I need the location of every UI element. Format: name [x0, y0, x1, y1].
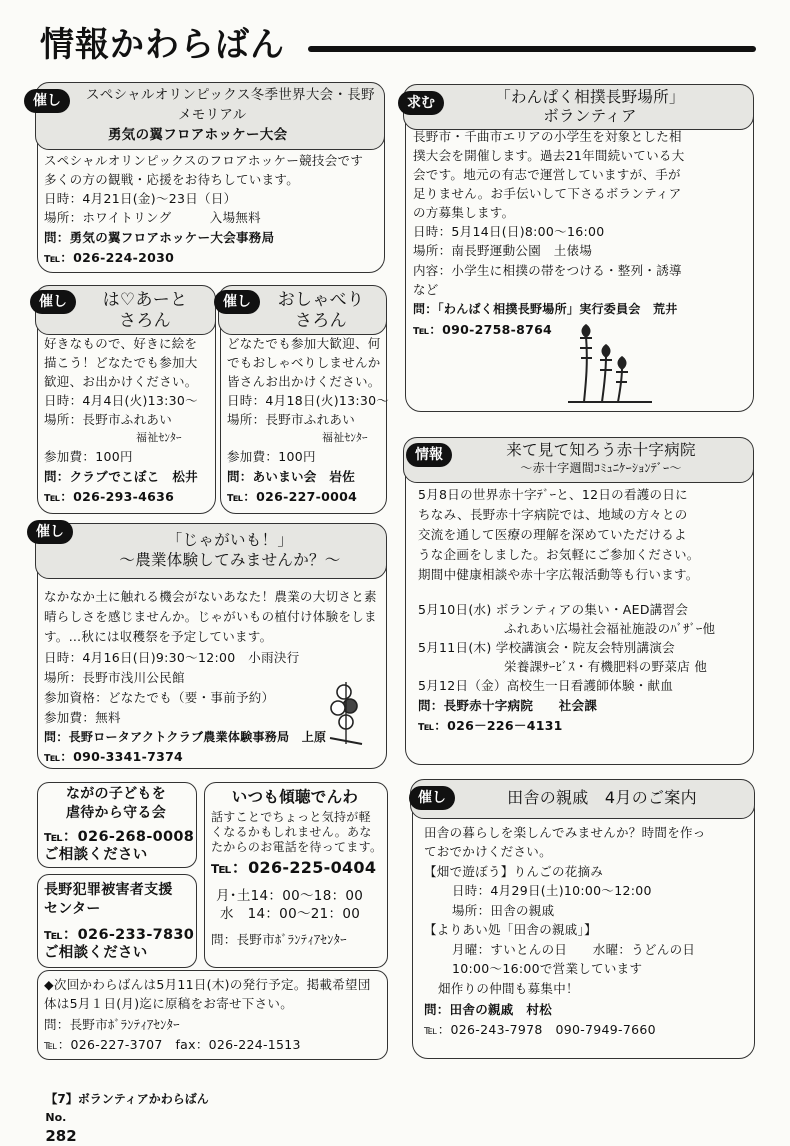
next-line-2: 体は5月１日(月)迄に原稿をお寄せ下さい。: [44, 996, 294, 1011]
potato-line-2: 晴らしさを感じませんか。じゃがいもの植付け体験をしま: [44, 609, 377, 624]
next-tel: ℡：026-227-3707 fax：026-224-1513: [44, 1037, 301, 1052]
heart-title-2: さろん: [119, 311, 171, 331]
heart-contact: 問：クラブでこぼこ 松井: [44, 469, 198, 484]
redcross-tag: 情報: [406, 443, 452, 467]
sumo-line-1: 長野市・千曲市エリアの小学生を対象とした相: [413, 129, 682, 144]
redcross-line-1: 5月8日の世界赤十字ﾃﾞｰと、12日の看護の日に: [418, 487, 688, 502]
inaka-contact: 問：田舎の親戚 村松: [424, 1002, 553, 1017]
redcross-contact: 問：長野赤十字病院 社会課: [418, 698, 598, 713]
heart-line-2: 描こう！どなたでも参加大: [44, 355, 198, 370]
listen-line-2: くなるかもしれません。あな: [211, 825, 372, 839]
olympics-line-3: 日時：4月21日(金)～23日（日）: [44, 191, 237, 206]
olympics-tel: ℡：026-224-2030: [44, 250, 175, 265]
chat-tag: 催し: [214, 290, 260, 314]
inaka-line-2: ておでかけください。: [424, 844, 552, 859]
olympics-title-3: 勇気の翼フロアホッケー大会: [108, 127, 288, 143]
chat-line-5: 場所：長野市ふれあい: [227, 412, 356, 427]
sumo-line-2: 撲大会を開催します。過去21年間続いている大: [413, 148, 685, 163]
sumo-tel: ℡：090-2758-8764: [413, 322, 553, 337]
heart-line-5: 場所：長野市ふれあい: [44, 412, 173, 427]
crime-title-1: 長野犯罪被害者支援: [44, 882, 173, 898]
sumo-title-2: ボランティア: [543, 107, 637, 125]
children-title-2: 虐待から守る会: [65, 805, 167, 821]
sumo-line-8: 内容：小学生に相撲の帯をつける・整列・誘導: [413, 263, 682, 278]
sumo-line-3: 会です。地元の有志で運営していますが、手が: [413, 167, 681, 182]
inaka-line-5: 場所：田舎の親戚: [452, 903, 555, 918]
inaka-tel: ℡：026-243-7978 090-7949-7660: [424, 1022, 656, 1037]
sumo-title-1: 「わんぱく相撲長野場所」: [495, 88, 685, 106]
olympics-title-1: スペシャルオリンピックス冬季世界大会・長野: [86, 87, 375, 103]
dango-illustration-icon: [322, 678, 372, 748]
listen-line-3: たからのお電話を待ってます。: [211, 840, 383, 854]
inaka-line-1: 田舎の暮らしを楽しんでみませんか？時間を作っ: [424, 825, 706, 840]
redcross-event-2: ふれあい広場社会福祉施設のﾊﾞｻﾞｰ他: [504, 621, 716, 636]
sumo-line-6: 日時：5月14日(日)8:00～16:00: [413, 224, 605, 239]
olympics-title-2: メモリアル: [178, 107, 247, 123]
listen-contact: 問：長野市ﾎﾞﾗﾝﾃｨｱｾﾝﾀｰ: [211, 932, 347, 947]
listen-hours-1: 月･土14：00～18：00: [216, 888, 364, 904]
potato-title-2: ～農業体験してみませんか？～: [119, 551, 341, 569]
crime-tel: ℡：026-233-7830: [44, 927, 195, 943]
potato-line-3: す。…秋には収穫祭を予定しています。: [44, 629, 273, 644]
chat-line-2: でもおしゃべりしませんか: [227, 355, 381, 370]
chat-tel: ℡：026-227-0004: [227, 489, 358, 504]
sumo-contact: 問：「わんぱく相撲長野場所」実行委員会 荒井: [413, 302, 678, 316]
next-line-3: 問：長野市ﾎﾞﾗﾝﾃｨｱｾﾝﾀｰ: [44, 1017, 180, 1032]
inaka-line-4: 日時：4月29日(土)10:00～12:00: [452, 883, 652, 898]
inaka-line-7: 月曜：すいとんの日 水曜：うどんの日: [452, 942, 696, 957]
potato-tel: ℡：090-3341-7374: [44, 749, 184, 764]
potato-line-6: 参加資格：どなたでも（要・事前予約）: [44, 690, 275, 705]
heart-tag: 催し: [30, 290, 76, 314]
sumo-line-5: の方募集します。: [413, 205, 515, 220]
children-title-1: ながの子どもを: [65, 786, 167, 802]
potato-line-7: 参加費：無料: [44, 710, 121, 725]
redcross-line-5: 期間中健康相談や赤十字広報活動等も行います。: [418, 567, 699, 582]
crime-note: ご相談ください: [44, 945, 148, 961]
heart-title-1: は♡あーと: [102, 290, 188, 310]
chat-title-1: おしゃべり: [277, 290, 365, 310]
crime-title-2: センター: [44, 901, 101, 917]
inaka-title: 田舎の親戚 4月のご案内: [507, 788, 697, 807]
footer-label: [37, 1072, 209, 1146]
olympics-contact: 問：勇気の翼フロアホッケー大会事務局: [44, 230, 275, 245]
sumo-line-4: 足りません。お手伝いして下さるボランティア: [413, 186, 682, 201]
inaka-line-3: 【畑で遊ぼう】りんごの花摘み: [424, 864, 604, 879]
chat-title-2: さろん: [295, 311, 347, 331]
heart-line-7: 参加費：100円: [44, 449, 133, 464]
listen-line-1: 話すことでちょっと気持が軽: [211, 810, 371, 824]
chat-contact: 問：あいまい会 岩佐: [227, 469, 356, 484]
chat-line-1: どなたでも参加大歓迎、何: [227, 336, 381, 351]
heart-line-1: 好きなもので、好きに絵を: [44, 336, 198, 351]
potato-line-1: なかなか土に触れる機会がないあなた！農業の大切さと素: [44, 589, 377, 604]
listen-tel: ℡：026-225-0404: [211, 858, 377, 877]
heart-tel: ℡：026-293-4636: [44, 489, 175, 504]
chat-line-4: 日時：4月18日(火)13:30～: [227, 393, 390, 408]
inaka-line-9: 畑作りの仲間も募集中！: [438, 981, 579, 996]
chat-line-6: 福祉ｾﾝﾀｰ: [322, 431, 368, 444]
redcross-event-5: 5月12日（金）高校生一日看護師体験・献血: [418, 678, 674, 693]
footer-issue-number: 282: [45, 1127, 77, 1145]
footer-magazine: 【7】ボランティアかわらばん: [45, 1092, 209, 1106]
inaka-line-6: 【よりあい処「田舎の親戚」】: [424, 922, 597, 937]
footer-no-prefix: No.: [45, 1111, 67, 1124]
next-line-1: ◆次回かわらばんは5月11日(木)の発行予定。掲載希望団: [44, 977, 371, 992]
potato-tag: 催し: [27, 520, 73, 544]
olympics-line-4: 場所：ホワイトリング 入場無料: [44, 210, 261, 225]
heart-line-4: 日時：4月4日(火)13:30～: [44, 393, 198, 408]
olympics-line-1: スペシャルオリンピックスのフロアホッケー競技会です: [44, 153, 364, 168]
potato-line-5: 場所：長野市浅川公民館: [44, 670, 185, 685]
potato-title-1: 「じゃがいも！」: [166, 531, 294, 549]
heart-line-6: 福祉ｾﾝﾀｰ: [136, 431, 182, 444]
chat-line-7: 参加費：100円: [227, 449, 316, 464]
redcross-event-3: 5月11日(木) 学校講演会・院友会特別講演会: [418, 640, 675, 655]
asparagus-illustration-icon: [562, 322, 656, 406]
inaka-line-8: 10:00～16:00で営業しています: [452, 961, 643, 976]
sumo-tag: 求む: [398, 91, 444, 115]
listen-hours-2: 水 14：00～21：00: [220, 906, 361, 922]
redcross-tel: ℡：026－226－4131: [418, 718, 563, 733]
potato-line-4: 日時：4月16日(日)9:30～12:00 小雨決行: [44, 650, 300, 665]
redcross-title-1: 来て見て知ろう赤十字病院: [506, 441, 696, 459]
redcross-line-4: うな企画をしました。お気軽にご参加ください。: [418, 547, 700, 562]
sumo-line-9: など: [413, 282, 439, 297]
potato-contact: 問：長野ロータアクトクラブ農業体験事務局 上原: [44, 730, 327, 744]
page-title: 情報かわらばん: [40, 25, 285, 65]
redcross-event-4: 栄養課ｻｰﾋﾞｽ・有機肥料の野菜店 他: [504, 659, 708, 674]
redcross-title-2: ～赤十字週間ｺﾐｭﾆｹｰｼｮﾝﾃﾞｰ～: [520, 461, 682, 475]
children-tel: ℡：026-268-0008: [44, 829, 195, 845]
heart-line-3: 歓迎、お出かけください。: [44, 374, 198, 389]
redcross-line-2: ちなみ、長野赤十字病院では、地域の方々との: [418, 507, 688, 522]
listen-title: いつも傾聴でんわ: [231, 788, 359, 806]
title-rule: [308, 46, 756, 52]
sumo-line-7: 場所：南長野運動公園 土俵場: [413, 243, 593, 258]
redcross-line-3: 交流を通して医療の理解を深めていただけるよ: [418, 527, 687, 542]
olympics-tag: 催し: [24, 89, 70, 113]
olympics-line-2: 多くの方の観戦・応援をお待ちしています。: [44, 172, 300, 187]
inaka-tag: 催し: [409, 786, 455, 810]
children-note: ご相談ください: [44, 847, 148, 863]
chat-line-3: 皆さんお出かけください。: [227, 374, 381, 389]
redcross-event-1: 5月10日(水) ボランティアの集い・AED講習会: [418, 602, 689, 617]
